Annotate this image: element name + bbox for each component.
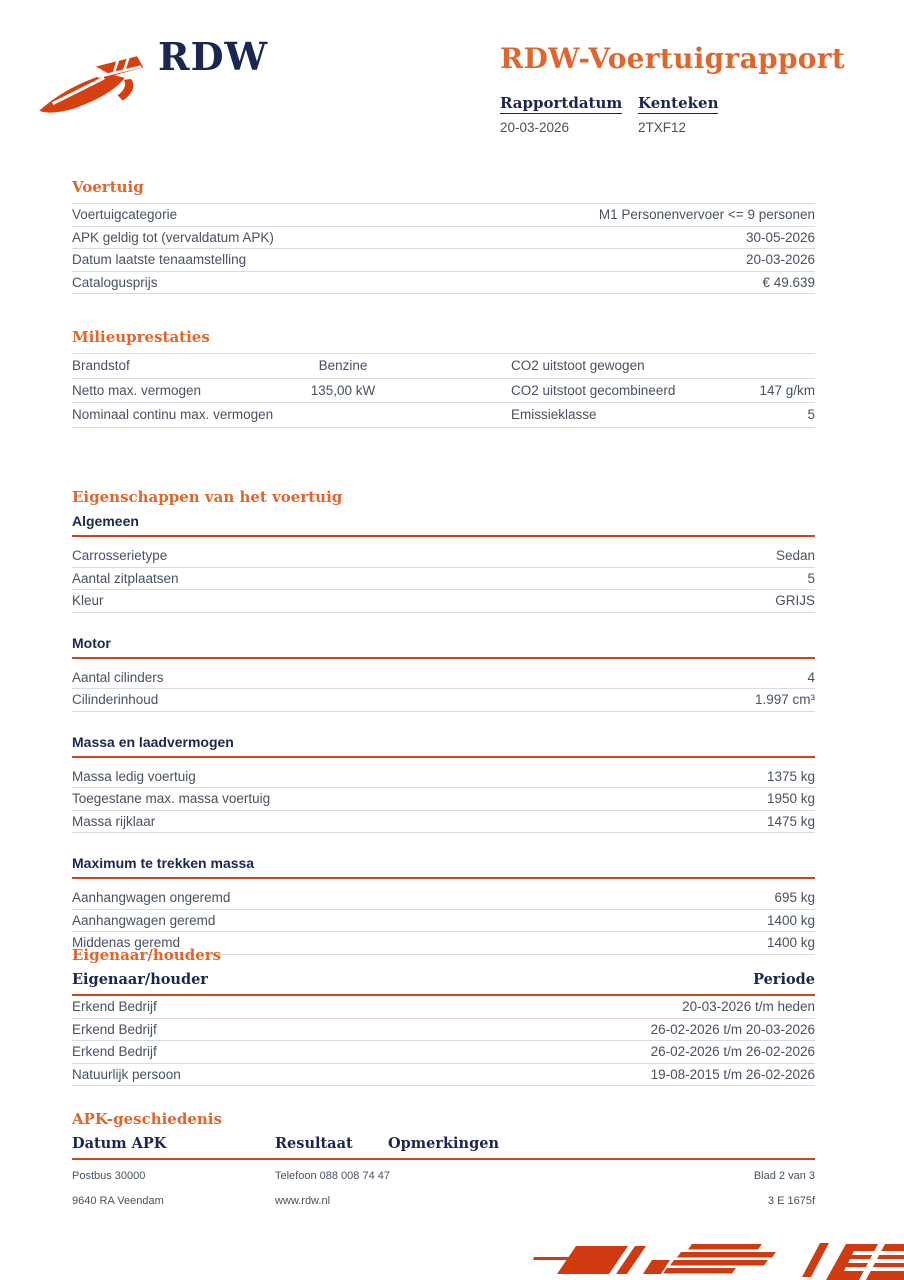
owner-period: 20-03-2026 t/m heden — [682, 999, 815, 1015]
row-label: Aantal zitplaatsen — [72, 570, 179, 586]
row-value: 1400 kg — [766, 912, 815, 928]
orange-rule — [72, 1158, 815, 1160]
orange-rule — [72, 535, 815, 537]
table-row — [72, 545, 815, 568]
row-label: Nominaal continu max. vermogen — [72, 407, 274, 423]
footer-website: www.rdw.nl — [275, 1195, 331, 1207]
license-plate-label: Kenteken — [638, 94, 719, 112]
license-plate-value: 2TXF12 — [638, 120, 687, 135]
row-label: Catalogusprijs — [72, 274, 158, 290]
table-row — [72, 227, 815, 250]
column-header-period: Periode — [753, 971, 815, 988]
section-apk-geschiedenis — [72, 1110, 815, 1160]
row-label: Massa ledig voertuig — [72, 768, 196, 784]
section-title: Eigenschappen van het voertuig — [72, 488, 343, 506]
section-title: Eigenaar/houders — [72, 946, 222, 964]
table-row — [72, 1019, 815, 1042]
group-subtitle: Algemeen — [72, 513, 139, 529]
property-group-trekken — [72, 855, 815, 955]
table-row — [72, 379, 815, 404]
voertuig-table — [72, 203, 815, 294]
row-label: Datum laatste tenaamstelling — [72, 252, 247, 268]
table-row — [72, 568, 815, 591]
owners-table — [72, 996, 815, 1086]
table-row — [72, 811, 815, 834]
group-subtitle: Motor — [72, 634, 111, 651]
row-label: Aanhangwagen ongeremd — [72, 890, 231, 906]
section-eigenschappen — [72, 488, 815, 955]
owner-period: 26-02-2026 t/m 20-03-2026 — [650, 1021, 815, 1037]
row-label: CO2 uitstoot gecombineerd — [511, 382, 676, 398]
section-voertuig — [72, 178, 815, 294]
table-row — [72, 667, 815, 690]
row-label: Aanhangwagen geremd — [72, 912, 216, 928]
group-table — [72, 766, 815, 834]
table-row — [72, 788, 815, 811]
row-value: 1.997 cm³ — [754, 692, 815, 708]
row-label: Carrosserietype — [72, 548, 168, 564]
row-value: 5 — [807, 407, 815, 423]
table-row — [72, 1064, 815, 1087]
owner-type: Erkend Bedrijf — [72, 999, 157, 1015]
milieu-table — [72, 353, 815, 428]
report-date-label: Rapportdatum — [500, 94, 623, 112]
row-value: 695 kg — [774, 890, 815, 906]
license-plate-block — [638, 94, 776, 135]
row-label: Kleur — [72, 593, 104, 609]
rdw-wing-icon — [36, 48, 160, 118]
table-row — [72, 887, 815, 910]
section-title: Milieuprestaties — [72, 328, 210, 346]
table-row — [72, 272, 815, 295]
table-row — [72, 910, 815, 933]
row-value: 20-03-2026 — [745, 252, 815, 268]
owners-table-header — [72, 971, 815, 989]
rdw-stripes-graphic-icon — [524, 1240, 904, 1280]
column-header-owner: Eigenaar/houder — [72, 971, 208, 988]
rdw-logo-wordmark: RDW — [158, 34, 269, 79]
group-table — [72, 667, 815, 712]
column-header-result: Resultaat — [275, 1135, 353, 1152]
table-row — [72, 204, 815, 227]
row-label: Massa rijklaar — [72, 813, 156, 829]
row-value: € 49.639 — [762, 274, 815, 290]
row-label: Middenas geremd — [72, 935, 181, 951]
row-value: 1375 kg — [766, 768, 815, 784]
row-label: Cilinderinhoud — [72, 692, 159, 708]
footer-phone: Telefoon 088 008 74 47 — [275, 1170, 390, 1182]
row-value: 5 — [807, 570, 815, 586]
owner-type: Erkend Bedrijf — [72, 1044, 157, 1060]
column-header-remarks: Opmerkingen — [388, 1135, 499, 1152]
group-table — [72, 887, 815, 955]
row-value: 30-05-2026 — [745, 229, 815, 245]
row-label: CO2 uitstoot gewogen — [511, 358, 645, 374]
row-label: Netto max. vermogen — [72, 382, 202, 398]
row-value: 1950 kg — [766, 791, 815, 807]
table-row — [72, 403, 815, 428]
row-value: 147 g/km — [759, 382, 815, 398]
report-date-value: 20-03-2026 — [500, 120, 570, 135]
property-group-massa — [72, 734, 815, 834]
orange-rule — [72, 756, 815, 758]
footer-page-number: Blad 2 van 3 — [753, 1170, 815, 1182]
section-eigenaar-houders — [72, 946, 815, 1086]
apk-table-header — [72, 1135, 815, 1153]
row-label: APK geldig tot (vervaldatum APK) — [72, 229, 274, 245]
section-milieuprestaties — [72, 328, 815, 428]
owner-period: 19-08-2015 t/m 26-02-2026 — [650, 1066, 815, 1082]
owner-type: Natuurlijk persoon — [72, 1066, 181, 1082]
group-table — [72, 545, 815, 613]
footer-address: Postbus 30000 — [72, 1170, 146, 1182]
owner-period: 26-02-2026 t/m 26-02-2026 — [650, 1044, 815, 1060]
section-title: Voertuig — [72, 178, 144, 196]
orange-rule — [72, 877, 815, 879]
row-value: Benzine — [318, 358, 368, 374]
row-value: M1 Personenvervoer <= 9 personen — [598, 207, 815, 223]
orange-rule — [72, 657, 815, 659]
report-date-block — [500, 94, 638, 135]
row-value: 135,00 kW — [310, 382, 376, 398]
report-meta — [500, 94, 776, 135]
property-group-algemeen — [72, 513, 815, 613]
property-group-motor — [72, 635, 815, 712]
footer-line — [72, 1170, 815, 1182]
table-row — [72, 996, 815, 1019]
table-row — [72, 689, 815, 712]
footer-address: 9640 RA Veendam — [72, 1195, 164, 1207]
row-value: 4 — [807, 669, 815, 685]
group-subtitle: Massa en laadvermogen — [72, 733, 234, 750]
column-header-date: Datum APK — [72, 1135, 167, 1152]
owner-type: Erkend Bedrijf — [72, 1021, 157, 1037]
section-title: APK-geschiedenis — [72, 1110, 222, 1128]
table-row — [72, 590, 815, 613]
row-value: GRIJS — [775, 593, 815, 609]
row-label: Toegestane max. massa voertuig — [72, 791, 271, 807]
row-value: 1475 kg — [766, 813, 815, 829]
group-subtitle: Maximum te trekken massa — [72, 855, 255, 871]
footer-doc-code: 3 E 1675f — [767, 1195, 815, 1207]
row-label: Voertuigcategorie — [72, 207, 178, 223]
row-label: Aantal cilinders — [72, 669, 164, 685]
row-label: Emissieklasse — [511, 407, 597, 423]
row-label: Brandstof — [72, 358, 130, 374]
page-footer — [72, 1170, 815, 1207]
table-row — [72, 249, 815, 272]
page-title: RDW-Voertuigrapport — [500, 42, 846, 75]
table-row — [72, 766, 815, 789]
footer-line — [72, 1195, 815, 1207]
table-row — [72, 354, 815, 379]
row-value: Sedan — [775, 548, 815, 564]
table-row — [72, 1041, 815, 1064]
row-value: 1400 kg — [766, 935, 815, 951]
